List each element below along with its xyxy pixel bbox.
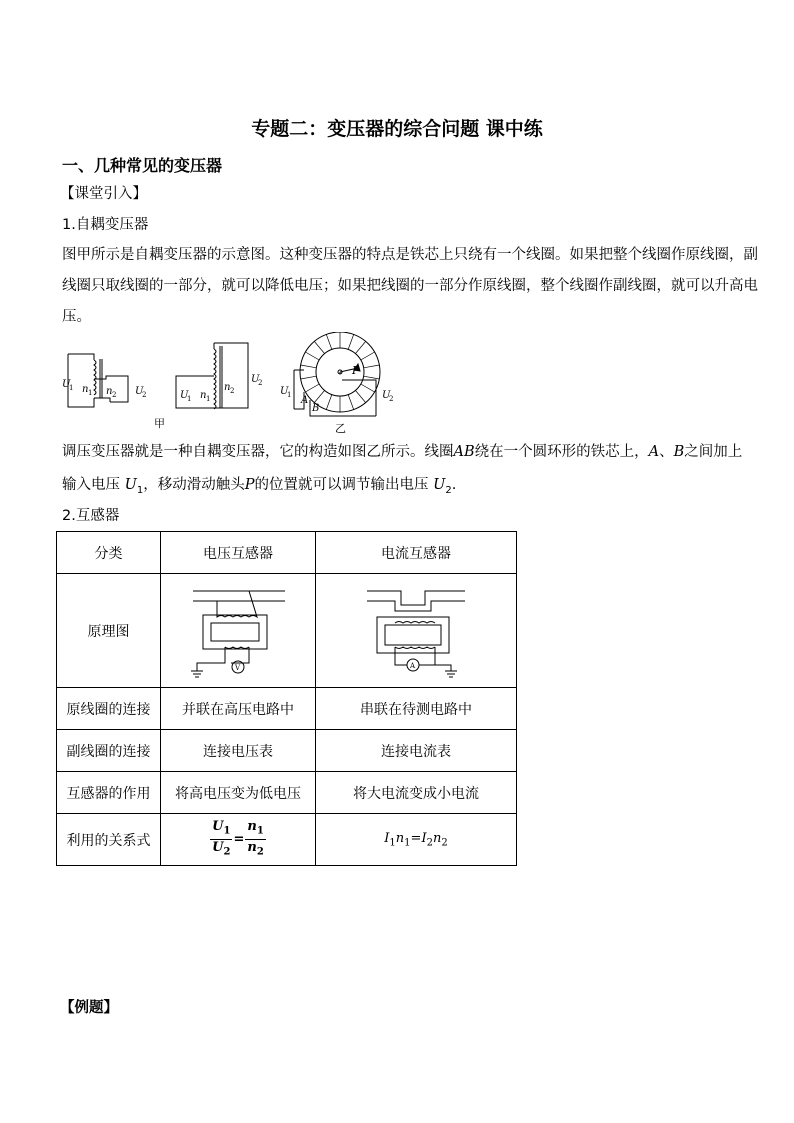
regulator-text-3: 、 (659, 444, 674, 460)
table-header-cell: 电压互感器 (161, 532, 316, 574)
formula-i1: I (384, 830, 390, 846)
table-header-cell: 电流互感器 (316, 532, 517, 574)
formula-n2-sub: 2 (256, 846, 264, 858)
regulator-p: P (244, 477, 255, 493)
table-row (57, 730, 517, 772)
table-cell: 副线圈的连接 (57, 730, 161, 772)
table-cell: 原理图 (57, 574, 161, 688)
regulator-text-7: 的位置就可以调节输出电压 (254, 477, 429, 493)
formula-n1-sub: 1 (256, 826, 264, 837)
formula-u2-sub: 2 (223, 846, 231, 858)
formula-equals: = (233, 832, 245, 847)
regulator-b: B (673, 444, 685, 460)
instrument-heading: 2.互感器 (62, 508, 120, 524)
figure-label-u2-b-sub: 2 (258, 379, 263, 387)
figure-label-u1-b-sub: 1 (187, 395, 192, 403)
figure-label-n1-b: n (200, 390, 207, 401)
figure-label-u2-a: U (135, 386, 144, 397)
figure-label-u1-c: U (280, 386, 289, 397)
regulator-u2-sub: 2 (445, 484, 452, 496)
formula-equals-a: = (410, 830, 422, 846)
figure-label-n1-b-sub: 1 (206, 395, 211, 403)
regulator-u1: U (124, 477, 137, 493)
regulator-a: A (648, 444, 660, 460)
voltmeter-label: V (235, 663, 241, 672)
table-cell: 串联在待测电路中 (316, 688, 517, 730)
figure-caption-jia: 甲 (154, 417, 165, 430)
autotransformer-paragraph-line-2: 线圈只取线圈的一部分，就可以降低电压；如果把线圈的一部分作原线圈，整个线圈作副线圈，就可以升高电 (62, 278, 758, 294)
regulator-text-6: ，移动滑动触头 (143, 477, 245, 493)
figure-label-n1-a: n (82, 384, 89, 395)
figure-label-u2-c-sub: 2 (389, 395, 394, 403)
regulator-text-4: 之间加上 (684, 444, 743, 460)
figure-label-u1-a-sub: 1 (69, 384, 74, 392)
formula-u2: U (212, 840, 224, 855)
formula-n1: n (247, 819, 257, 835)
figure-label-n2-b: n (224, 382, 231, 393)
regulator-text-1: 调压变压器就是一种自耦变压器，它的构造如图乙所示。线圈 (62, 444, 454, 460)
formula-n-fraction (245, 819, 265, 859)
formula-u-fraction (210, 819, 232, 859)
regulator-paragraph-line-1 (62, 442, 742, 462)
table-row (57, 574, 517, 688)
table-row (57, 772, 517, 814)
formula-n1-a-sub: 1 (404, 837, 411, 849)
table-cell: 并联在高压电路中 (161, 688, 316, 730)
formula-u1-sub: 1 (223, 826, 231, 837)
regulator-paragraph-line-2 (62, 475, 456, 501)
autotransformer-heading: 1.自耦变压器 (62, 217, 149, 233)
regulator-u2: U (433, 477, 446, 493)
table-header-cell: 分类 (57, 532, 161, 574)
instrument-transformer-table (56, 531, 517, 866)
figure-label-u2-c: U (382, 390, 391, 401)
autotransformer-figure (58, 332, 408, 434)
table-cell-current-diagram (316, 574, 517, 688)
current-transformer-diagram (361, 579, 471, 679)
table-cell: 将高电压变为低电压 (161, 772, 316, 814)
table-cell: 连接电压表 (161, 730, 316, 772)
formula-i1-sub: 1 (389, 837, 396, 849)
table-cell: 原线圈的连接 (57, 688, 161, 730)
figure-label-u2-b: U (251, 374, 260, 385)
autotransformer-paragraph-line-1: 图甲所示是自耦变压器的示意图。这种变压器的特点是铁芯上只绕有一个线圈。如果把整个线圈作原线圈，副 (62, 247, 758, 263)
formula-n2-a-sub: 2 (441, 837, 448, 849)
table-row (57, 688, 517, 730)
formula-i2: I (421, 830, 427, 846)
figure-label-n2-b-sub: 2 (230, 387, 235, 395)
figure-label-b: B (312, 403, 320, 414)
ammeter-label: A (410, 661, 416, 670)
figure-jia-step-down (68, 354, 128, 407)
page-title: 专题二：变压器的综合问题 课中练 (251, 118, 543, 140)
table-cell: 连接电流表 (316, 730, 517, 772)
regulator-text-5: 输入电压 (62, 477, 120, 493)
table-header-row (57, 532, 517, 574)
table-cell-voltage-formula (161, 814, 316, 866)
formula-n2-a: n (432, 830, 442, 846)
formula-u1: U (212, 819, 224, 835)
table-cell-voltage-diagram (161, 574, 316, 688)
formula-n1-a: n (395, 830, 405, 846)
figure-label-u1-c-sub: 1 (287, 391, 292, 399)
figure-label-n2-a-sub: 2 (112, 391, 117, 399)
formula-i2-sub: 2 (426, 837, 433, 849)
figure-label-p: P (352, 364, 360, 377)
intro-tag: 【课堂引入】 (60, 186, 147, 202)
figure-label-u1-a: U (62, 379, 71, 390)
regulator-text-8: . (451, 477, 457, 493)
table-cell: 互感器的作用 (57, 772, 161, 814)
regulator-text-2: 绕在一个圆环形的铁芯上， (474, 444, 649, 460)
figure-caption-yi: 乙 (335, 422, 346, 434)
figure-label-n2-a: n (106, 386, 113, 397)
formula-n2: n (247, 840, 257, 855)
table-cell-current-formula (316, 814, 517, 866)
figure-label-u2-a-sub: 2 (142, 391, 147, 399)
regulator-u1-sub: 1 (136, 484, 144, 496)
figure-label-u1-b: U (180, 390, 189, 401)
table-cell: 将大电流变成小电流 (316, 772, 517, 814)
figure-label-a: A (301, 395, 309, 406)
figure-label-n1-a-sub: 1 (88, 389, 93, 397)
section-heading: 一、几种常见的变压器 (62, 156, 223, 175)
regulator-ab: AB (453, 444, 475, 460)
table-cell: 利用的关系式 (57, 814, 161, 866)
table-row (57, 814, 517, 866)
autotransformer-paragraph-line-3: 压。 (62, 309, 91, 325)
example-tag: 【例题】 (60, 1000, 118, 1016)
voltage-transformer-diagram (183, 579, 293, 679)
